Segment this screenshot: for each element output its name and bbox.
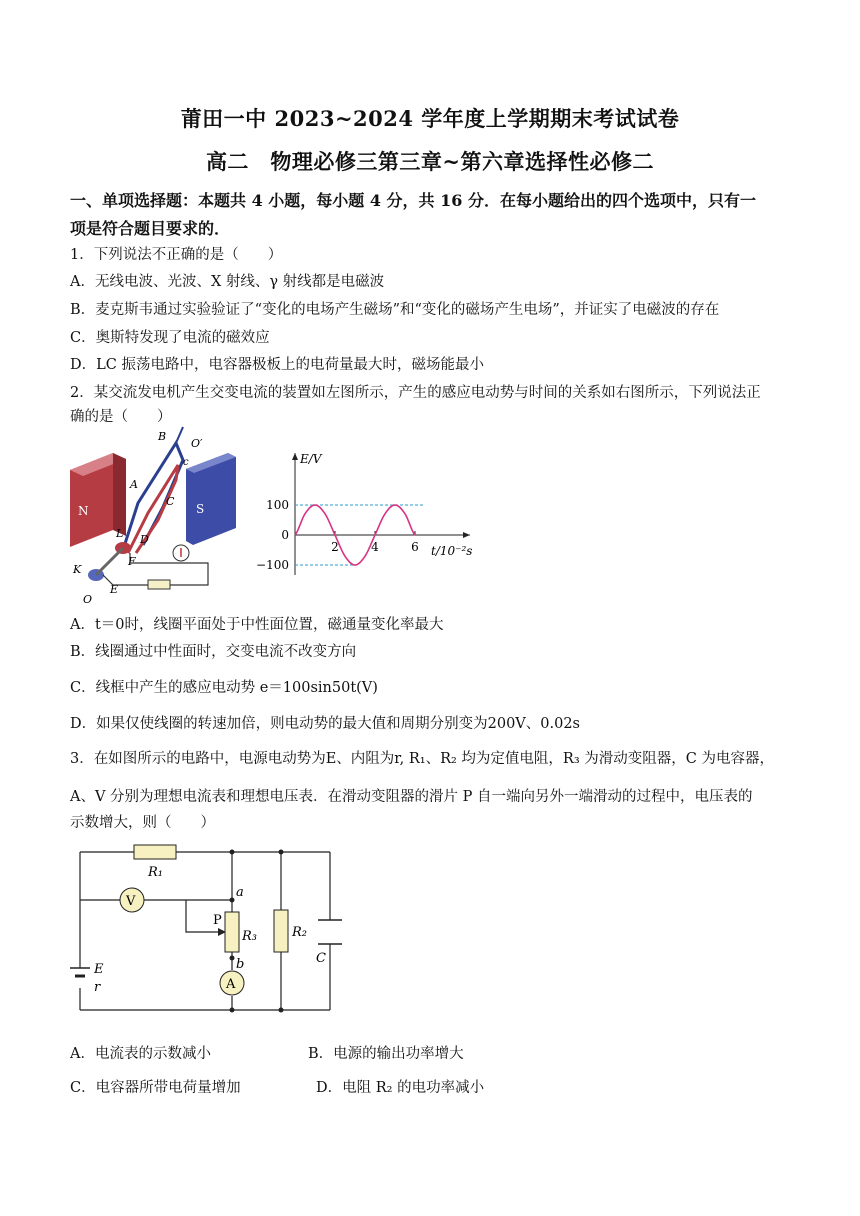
r1-label: R₁ <box>148 865 163 880</box>
circuit-figure <box>68 840 368 1020</box>
node-a-label: a <box>236 885 244 900</box>
y-axis-label: E/V <box>300 452 322 466</box>
magnet-s-label: S <box>196 502 205 516</box>
section-heading-line1: 一、单项选择题：本题共 4 小题，每小题 4 分，共 16 分．在每小题给出的四个选项中，只有一 <box>70 191 756 210</box>
generator-figure <box>68 425 253 610</box>
r3-label: R₃ <box>242 929 257 944</box>
label-b: B <box>158 430 167 443</box>
emf-label: E <box>94 962 104 977</box>
q2-option-a: A．t＝0时，线圈平面处于中性面位置，磁通量变化率最大 <box>70 617 444 633</box>
label-e: E <box>110 583 119 596</box>
label-f: F <box>128 555 136 568</box>
voltmeter-label: V <box>126 894 136 909</box>
section-heading-line2: 项是符合题目要求的． <box>70 219 231 238</box>
q3-stem-line2: A、V 分别为理想电流表和理想电压表．在滑动变阻器的滑片 P 自一端向另外一端滑动的过程中，电压表的 <box>70 789 753 805</box>
label-c-small: c <box>183 457 189 468</box>
q1-option-a: A．无线电波、光波、X 射线、γ 射线都是电磁波 <box>70 274 385 290</box>
capacitor-label: C <box>316 951 326 966</box>
ammeter-label: A <box>226 977 236 992</box>
q3-stem-line1: 3．在如图所示的电路中，电源电动势为E、内阻为r, R₁、R₂ 均为定值电阻，R₃ 为滑动变阻器，C 为电容器， <box>70 751 774 767</box>
x-tick-label: 4 <box>371 540 379 554</box>
label-k: K <box>73 563 82 576</box>
q3-stem-line3: 示数增大，则（ ） <box>70 815 215 831</box>
slider-p-label: P <box>213 913 222 928</box>
internal-r-label: r <box>94 980 101 995</box>
x-tick-label: 6 <box>411 540 419 554</box>
label-a: A <box>130 478 138 491</box>
q3-option-a: A．电流表的示数减小 <box>70 1046 211 1062</box>
y-tick-label: −100 <box>256 558 289 572</box>
magnet-n-label: N <box>78 504 89 518</box>
q2-option-d: D．如果仅使线圈的转速加倍，则电动势的最大值和周期分别变为200V、0.02s <box>70 716 580 732</box>
q3-option-b: B．电源的输出功率增大 <box>308 1046 464 1062</box>
y-tick-label: 100 <box>266 498 289 512</box>
emf-time-chart <box>255 445 480 585</box>
exam-subtitle: 高二 物理必修三第三章~第六章选择性必修二 <box>205 149 655 174</box>
q1-option-b: B．麦克斯韦通过实验验证了“变化的电场产生磁场”和“变化的磁场产生电场”，并证实了电磁波的存在 <box>70 302 720 318</box>
q2-option-c: C．线框中产生的感应电动势 e＝100sin50t(V) <box>70 680 378 696</box>
q1-stem: 1．下列说法不正确的是（ ） <box>70 247 283 263</box>
label-o: O <box>83 593 93 606</box>
q1-option-c: C．奥斯特发现了电流的磁效应 <box>70 330 270 346</box>
label-c: C <box>166 495 175 508</box>
y-tick-label: 0 <box>281 528 289 542</box>
x-axis-label: t/10⁻²s <box>431 544 473 558</box>
q2-option-b: B．线圈通过中性面时，交变电流不改变方向 <box>70 644 357 660</box>
resistor-r1 <box>134 845 176 859</box>
q2-stem-line1: 2．某交流发电机产生交变电流的装置如左图所示，产生的感应电动势与时间的关系如右图所示，下列说法正 <box>70 385 761 401</box>
label-l: L <box>116 527 124 540</box>
label-o-prime: O′ <box>191 437 203 450</box>
x-tick-label: 2 <box>331 540 339 554</box>
label-d: D <box>140 533 149 546</box>
resistor-r3 <box>225 912 239 952</box>
node-b-label: b <box>236 957 245 972</box>
q3-option-d: D．电阻 R₂ 的电功率减小 <box>316 1080 485 1096</box>
q1-option-d: D．LC 振荡电路中，电容器极板上的电荷量最大时，磁场能最小 <box>70 357 484 373</box>
q3-option-c: C．电容器所带电荷量增加 <box>70 1080 241 1096</box>
exam-title: 莆田一中 2023~2024 学年度上学期期末考试试卷 <box>180 106 680 131</box>
q2-stem-line2: 确的是（ ） <box>70 409 172 425</box>
r2-label: R₂ <box>292 925 307 940</box>
resistor-r2 <box>274 910 288 952</box>
